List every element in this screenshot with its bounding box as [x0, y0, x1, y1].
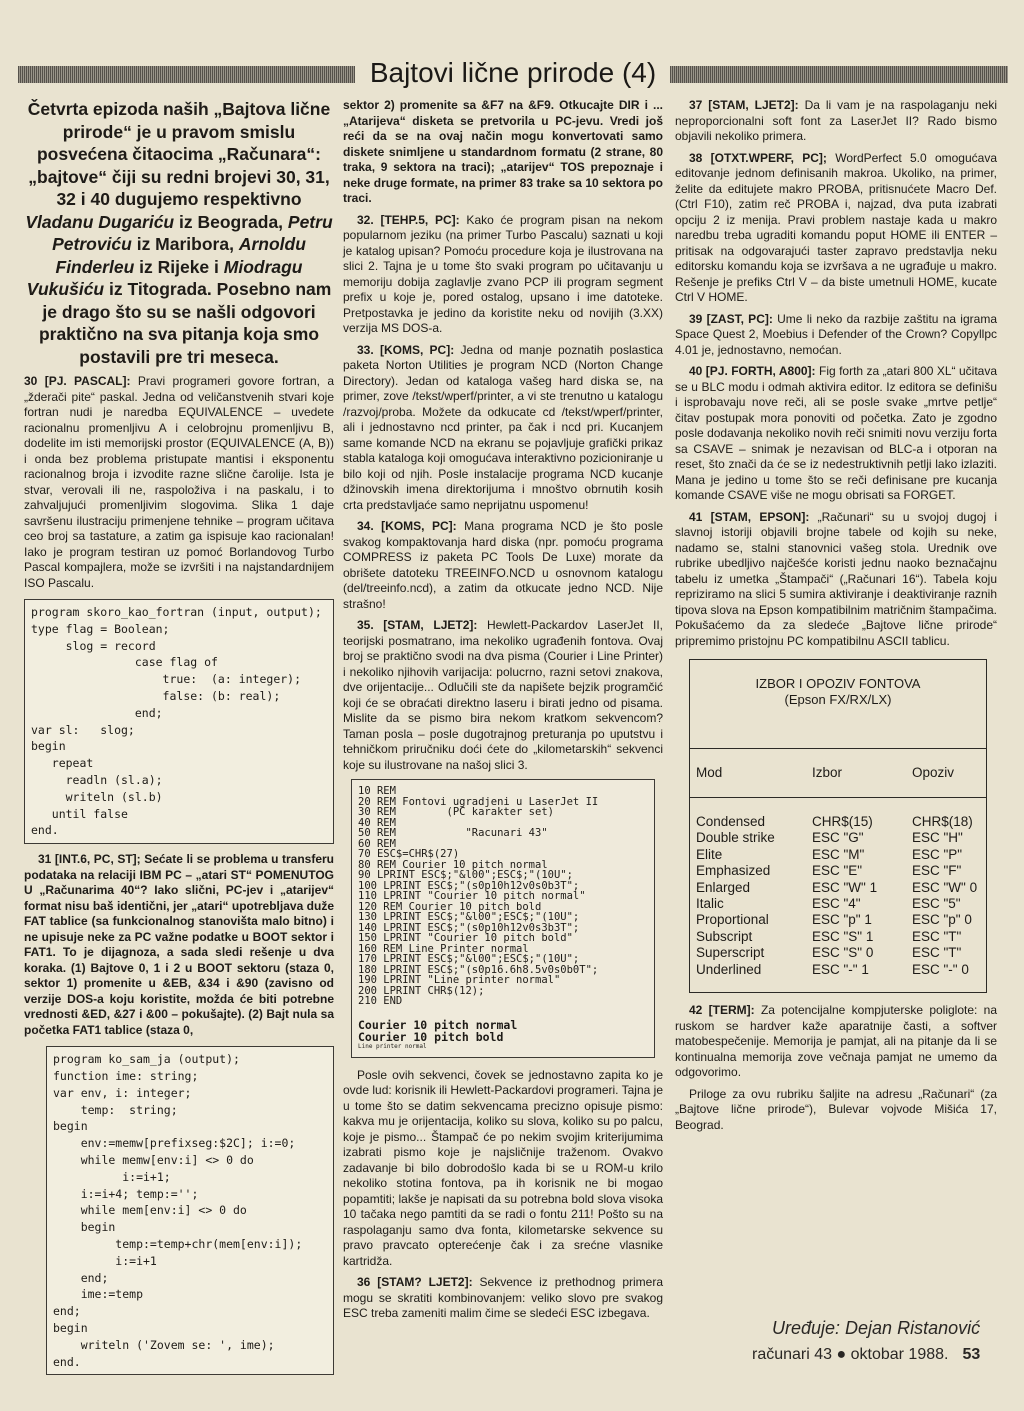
code-line: repeat — [31, 756, 94, 771]
code-line: i:=i+1; — [53, 1169, 171, 1184]
code-line: 180 LPRINT ESC$;"(s0p16.6h8.5v0s0b0T"; — [358, 963, 599, 976]
font-table-cell: ESC "S" 0 — [812, 945, 874, 961]
font-table-row — [690, 912, 986, 928]
listing-3-basic — [351, 779, 655, 1058]
font-table-cell: ESC "-" 1 — [812, 961, 869, 977]
header-rule-right — [670, 66, 1008, 83]
code-line: var env, i: integer; — [53, 1085, 192, 1100]
code-line: writeln ('Zovem se: ', ime); — [53, 1337, 275, 1352]
code-line: end. — [53, 1354, 81, 1369]
code-line: case flag of — [31, 655, 218, 670]
page-number: 53 — [962, 1346, 981, 1363]
font-table-header: Mod Izbor Opoziv — [690, 748, 986, 798]
code-line: var sl: slog; — [31, 722, 135, 737]
font-table-row — [690, 830, 986, 846]
font-table-cell: ESC "W" 0 — [912, 879, 978, 895]
code-line: 80 REM Courier 10 pitch normal — [358, 858, 548, 871]
font-table-cell: Underlined — [696, 961, 762, 977]
code-line: begin — [31, 739, 66, 754]
font-table-cell: ESC "-" 0 — [912, 961, 969, 977]
font-table — [689, 659, 987, 993]
output-normal: Courier 10 pitch normal — [358, 1017, 518, 1032]
tip-32: 32. [TEHP.5, PC]: Kako će program pisan na nekom popularnom jeziku (na primer Turbo Pascalu) saznati u koji je katalog upisan? Pomoću procedure koja je ilustrovana na slici 2. Tajna je u tome što svaki program po učitavanju u memoriju dobija zaglavlje zvano PCP ili program segment prefix u koje je, pored ostalog, upsano i ime datoteke. Pretpostavka je jedino da koristite neku od novijih (3.XX) verzija MS DOS-a. — [343, 212, 664, 335]
code-line: true: (a: integer); — [31, 672, 302, 687]
tip-40: 40 [PJ. FORTH, A800]: Fig forth za „atari 800 XL“ učitava se u BLC modu i odmah aktivira editor. Iz editora se definišu i isprobavaju nove reči, ali se posle svake „mrtve petlje“ čitav postupak mora ponoviti od početka. Zato je zgodno posle dodavanja nekoliko novih reči snimiti novu verziju forta sa CSAVE – snimak je nezavisan od BLC-a i otporan na reset, što znači da će se iz nedestruktivnih petlji lako izlaziti. Mana je jedino u tome što se reči definisane pre kucanja komande CSAVE više ne mogu obrisati sa FORGET. — [675, 364, 998, 502]
font-table-cell: ESC "T" — [912, 945, 962, 961]
font-table-cell: Emphasized — [696, 863, 771, 879]
font-table-title: IZBOR I OPOZIV FONTOVA (Epson FX/RX/LX) — [755, 676, 921, 707]
font-table-row — [690, 896, 986, 912]
font-table-cell: Elite — [696, 846, 723, 862]
font-table-cell: ESC "5" — [912, 896, 961, 912]
code-line: end; — [53, 1270, 109, 1285]
font-table-cell: ESC "E" — [812, 863, 863, 879]
code-line: begin — [53, 1119, 88, 1134]
code-line: temp:=temp+chr(mem[env:i]); — [53, 1236, 303, 1251]
code-line: end; — [53, 1304, 81, 1319]
font-table-cell: ESC "P" — [912, 846, 963, 862]
column-2 — [343, 98, 663, 1328]
font-table-cell: Condensed — [696, 814, 766, 829]
font-table-row — [690, 847, 986, 863]
code-line: 90 LPRINT ESC$;"&l00";ESC$;"(10U"; — [358, 869, 573, 881]
tip-36: 36 [STAM? LJET2]: Sekvence iz prethodnog primera mogu se skratiti kombinovanjem: veliko slovo pre svakog ESC treba zameniti malim čime se sledeći ESC izbegava. — [343, 1275, 663, 1320]
font-table-cell: ESC "F" — [912, 863, 962, 879]
font-table-cell: ESC "4" — [812, 896, 861, 912]
tip-42: 42 [TERM]: Za potencijalne kompjuterske poliglote: na ruskom se hardver kaže aparatnije časti, a softver matobespečenije. Memorija je pamjat, ali na pitanje da li se kontinualna memorija zove večnaja pamjat ne umemo da odgovorimo. — [675, 1003, 998, 1080]
code-line: 10 REM — [358, 785, 396, 797]
font-table-cell: Italic — [696, 896, 724, 912]
font-table-cell: ESC "T" — [912, 928, 962, 944]
tip-35-cont: Posle ovih sekvenci, čovek se jednostavno zapita ko je ovde lud: korisnik ili Hewlett-Packardovi programeri. Tajna je u tome što se datim sekvencama precizno opisuje pismo: kakva mu je orijentacija, koliko su slova, koliko su po palcu, koje je pismo... Štampač će po nekim svojim kriterijumima izabrati pismo koje je najsličnije traženom. Ovakvo zadavanje bi bilo dobrodošlo kada bi se u ROM-u krilo nekoliko stotina fontova, pa ih korisnik ne bi mogao popamtiti; lakše je napisati da su potrebna bold slova visoka 10 tačaka nego pamtiti da se radi o fontu 211! Pošto su na raspolaganju samo dva fonta, kilometarske sekvence su pravo pravcato opterećenje čak i za srećne vlasnike kartridža. — [343, 1067, 663, 1268]
tip-39: 39 [ZAST, PC]: Ume li neko da razbije zaštitu na igrama Space Quest 2, Moebius i Defender of the Crown? Copyllpc 4.01 je, jednostavno, nemoćan. — [675, 311, 997, 357]
code-line: end; — [31, 705, 163, 720]
code-line: 30 REM (PC karakter set) — [358, 806, 554, 818]
font-table-cell: ESC "H" — [912, 830, 963, 846]
code-line: until false — [31, 806, 128, 821]
code-line: 60 REM — [358, 837, 396, 850]
code-line: 20 REM Fontovi ugradjeni u LaserJet II — [358, 795, 599, 808]
font-table-cell: Subscript — [696, 928, 753, 944]
code-line: 210 END — [358, 995, 403, 1007]
code-line: program ko_sam_ja (output); — [53, 1052, 240, 1067]
code-line: temp: string; — [53, 1102, 178, 1117]
editor-credit: Uređuje: Dejan Ristanović — [772, 1318, 981, 1338]
code-line: function ime: string; — [53, 1068, 199, 1083]
tip-30: 30 [PJ. PASCAL]: Pravi programeri govore fortran, a „žderači pite“ paskal. Jedna od veličanstvenih stvari koje fortran nudi je naredba EQUIVALENCE – uvedete racionalnu promenljivu A i celobrojnu promenljivu B, dodelite im isti memorijski prostor (EQUIVALENCE (A, B)) i onda bez problema pristupate mantisi i eksponentu racionalnog broja i izvodite razne slične čarolije. Ista je stvar, verovali ili ne, raspoloživa i na paskalu, i to zahvaljujući promenljivim slogovima. Slika 1 daje savršenu ilustraciju primenjene tehnike – program učitava ceo broj sa tastature, a zatim ga ispisuje kao racionalan! Iako je program testiran uz pomoć Borlandovog Turbo Pascal kompajlera, može se izvršiti i na najstandardnijem ISO Pascalu. — [24, 374, 334, 590]
article-title: Bajtovi lične prirode (4) — [369, 57, 657, 88]
code-line: begin — [53, 1320, 88, 1335]
code-line: false: (b: real); — [31, 688, 281, 703]
font-table-row — [690, 863, 986, 879]
code-line: 50 REM "Racunari 43" — [358, 827, 548, 839]
column-1 — [24, 98, 334, 1383]
font-table-cell: Superscript — [696, 945, 765, 961]
code-line: 70 ESC$=CHR$(27) — [358, 848, 460, 860]
code-line: 200 LPRINT CHR$(12); — [358, 984, 485, 997]
listing-2-pascal — [46, 1046, 334, 1375]
tip-31: 31 [INT.6, PC, ST]; Sećate li se problema u transferu podataka na relaciji IBM PC – „atari ST“ POMENUTOG U „Računarima 40“? Iako slični, PC-jev i „atarijev“ format nisu baš identični, jer „atari“ upotrebljava duže FAT tablice (sa funkcionalnog stanovišta malo bitno) i ne upisuje neke za PC važne podatke u BOOT sektor i FAT1. To je dijagnoza, a sada sledi rešenje u dva koraka. (1) Bajtove 0, 1 i 2 u BOOT sektoru (staza 0, sektor 1) promenite u &EB, &34 i &90 (zavisno od verzije DOS-a koju koristite, možda će biti potrebne vrednosti &ED, &27 i &00 – pokušajte). (2) Bajt nula sa početka FAT1 tablice (staza 0, — [24, 852, 334, 1037]
font-table-cell: ESC "G" — [812, 830, 864, 846]
tip-31-cont: sektor 2) promenite sa &F7 na &F9. Otkucajte DIR i ...„Atarijeva“ disketa se pretvorila u PC-jevu. Vredi još reći da se na ovaj način mogu konvertovati samo diskete snimljene u standardnom formatu (2 strane, 80 traka, 9 sektora na traci); „atarijev“ TOS prepoznaje i neke druge formate, na primer 83 trake sa 10 sektora po traci. — [343, 98, 663, 205]
page-footer — [752, 1346, 980, 1364]
code-line: 140 LPRINT ESC$;"(s0p10h12v0s3b3T"; — [358, 921, 580, 934]
code-line: env:=memw[prefixseg:$2C]; i:=0; — [53, 1136, 296, 1151]
code-line: readln (sl.a); — [31, 772, 163, 787]
font-table-body — [690, 798, 986, 992]
code-line: begin — [53, 1220, 116, 1235]
code-line: 120 REM Courier 10 pitch bold — [358, 900, 542, 913]
code-line: 170 LPRINT ESC$;"&l00";ESC$;"(10U"; — [358, 953, 580, 965]
tip-33: 33. [KOMS, PC]: Jedna od manje poznatih poslastica paketa Norton Utilities je program NCD (Norton Change Directory). Jedan od kataloga vašeg hard diska se, na primer, zove /tekst/wperf/printer, a vi ste trenutno u katalogu /razvoj/proba. Možete da odkucate cd /tekst/wperf/printer, ali i jednostavno ncd printer, pa čak i ncd pri. Kucanjem same komande NCD na ekranu se pojavljuje grafički prikaz stabla kataloga koji omogućava interaktivno pozicioniranje u bilo koji od njih. Posle instalacije programa NCD kucanje džinovskih imena direktorijuma i mnoštvo obrnutih kosih crta predstavljaće samo neprijatnu uspomenu! — [343, 342, 663, 512]
font-table-cell: Enlarged — [696, 879, 751, 895]
output-bold: Courier 10 pitch bold — [358, 1029, 504, 1044]
code-line: 150 LPRINT "Courier 10 pitch bold" — [358, 932, 573, 944]
code-line: type flag = Boolean; — [31, 621, 170, 636]
code-line: end. — [31, 823, 59, 838]
font-table-cell: Double strike — [696, 830, 775, 846]
font-table-cell: CHR$(15) — [812, 814, 873, 829]
header-rule-left — [18, 66, 355, 83]
listing-gap — [358, 1007, 648, 1019]
code-line: 190 LPRINT "Line printer normal" — [358, 974, 561, 986]
tip-35: 35. [STAM, LJET2]: Hewlett-Packardov LaserJet II, teorijski posmatrano, ima nekoliko ugrađenih fontova. Ovaj broj se praktično svodi na dva pisma (Courier i Line Printer) i nekoliko njihovih varijacija: polucrno, razni setovi znakova, dve orijentacije... Odlučili ste da napišete bejzik programčić koji će se obraćati direktno laseru i birati jedno od pisama. Mislite da se pismo bira nekom kratkom sekvencom? Taman posla – posle dugotrajnog preturanja po uputstvu i tehničkom priručniku doći ćete do „kilometarskih“ sekvenci koje su ilustrovane na našoj slici 3. — [343, 618, 664, 772]
code-line: 40 REM — [358, 816, 396, 829]
code-line: i:=i+1 — [53, 1253, 157, 1268]
listing-1-pascal — [24, 599, 334, 844]
code-line: 100 LPRINT ESC$;"(s0p10h12v0s0b3T"; — [358, 879, 580, 892]
code-line: writeln (sl.b) — [31, 789, 163, 804]
font-table-cell: ESC "S" 1 — [812, 928, 874, 944]
code-line: i:=i+4; temp:=''; — [53, 1186, 199, 1201]
font-table-row — [690, 945, 986, 961]
font-table-row — [690, 880, 986, 896]
code-line: ime:=temp — [53, 1287, 144, 1302]
font-table-cell: CHR$(18) — [912, 814, 973, 829]
font-table-cell: ESC "W" 1 — [812, 879, 878, 895]
code-line: 160 REM Line Printer normal — [358, 942, 529, 955]
intro-paragraph: Četvrta epizoda naših „Bajtova lične prirode“ je u pravom smislu posvećena čitaocima „Računara“: „bajtove“ čiji su redni brojevi 30, 31, 32 i 40 dugujemo respektivno Vladanu Dugariću iz Beograda, Petru Petroviću iz Maribora, Arnoldu Finderleu iz Rijeke i Miodragu Vukušiću iz Titograda. Posebno nam je drago što su se našli odgovori praktično na sva pitanja koja smo postavili pre tri meseca. — [25, 99, 333, 367]
code-line: 110 LPRINT "Courier 10 pitch normal" — [358, 890, 586, 902]
font-table-cell: ESC "M" — [812, 846, 865, 862]
code-line: while memw[env:i] <> 0 do — [53, 1152, 254, 1167]
font-table-row — [690, 929, 986, 945]
tip-37: 37 [STAM, LJET2]: Da li vam je na raspolaganju neki neproporcionalni soft font za LaserJet II? Rado bismo objavili nekoliko primera. — [675, 98, 997, 143]
submission-note: Priloge za ovu rubriku šaljite na adresu „Računari“ (za „Bajtove lične prirode“), Bulevar vojvode Mišića 17, Beograd. — [675, 1086, 997, 1132]
font-table-cell: Proportional — [696, 912, 769, 928]
code-line: while mem[env:i] <> 0 do — [53, 1203, 247, 1218]
font-table-row — [690, 962, 986, 978]
font-table-row — [690, 814, 986, 830]
article-header — [18, 56, 1008, 90]
code-line: program skoro_kao_fortran (input, output); — [31, 605, 322, 619]
output-lineprinter: Line printer normal — [358, 1042, 427, 1050]
footer-issue: računari 43 ● oktobar 1988. — [752, 1346, 949, 1363]
tip-38: 38 [OTXT.WPERF, PC]; WordPerfect 5.0 omogućava editovanje jednom definisanih makroa. Ukoliko, na primer, želite da editujete makro PROBA, pritisnućete Macro Def. (Ctrl F10), zatim reč PROBA i, najzad, dva puta izabrati opciju 2 iz menija. Pravi problem nastaje kada u makro naredbu treba ugraditi komandu poput HOME ili ENTER – pritisak na odgovarajući taster zapravo predstavlja neku editorsku komandu koja se izvršava a ne ugrađuje u makro. Rešenje je prefiks Ctrl V – da biste umetnuli HOME, kucate Ctrl V HOME. — [675, 150, 997, 304]
code-line: slog = record — [31, 638, 156, 653]
font-table-cell: ESC "p" 1 — [812, 912, 872, 928]
tip-34: 34. [KOMS, PC]: Mana programa NCD je što posle svakog kompaktovanja hard diska (npr. pomoću programa COMPRESS iz paketa PC Tools De Luxe) morate da obrišete datoteku TREEINFO.NCD u osnovnom katalogu (del/treeinfo.ncd), a zatim da otkucate jedno NCD. Nije strašno! — [343, 519, 663, 611]
column-3 — [675, 98, 997, 1139]
code-line: 130 LPRINT ESC$;"&l00";ESC$;"(10U"; — [358, 911, 580, 923]
tip-41: 41 [STAM, EPSON]: „Računari“ su u svojoj dugoj i slavnoj istoriji objavili brojne tabele od kojih su neke, nadamo se, stalni stanovnici vašeg stola. Urednik ove rubrike ubedljivo najčešće koristi jednu naoko beznačajnu tabelu iz umetka „Štampači“ („Računari 16“). Tabela koju repriziramo na slici 5 sumira aktiviranje i deaktiviranje raznih tipova slova na Epson kompatibilnim matričnim štampačima. Pokušaćemo da za sledeće „Bajtove lične prirode“ pripremimo pristojnu PC kompatibilnu ASCII tablicu. — [675, 509, 997, 648]
font-table-cell: ESC "p" 0 — [912, 912, 972, 928]
